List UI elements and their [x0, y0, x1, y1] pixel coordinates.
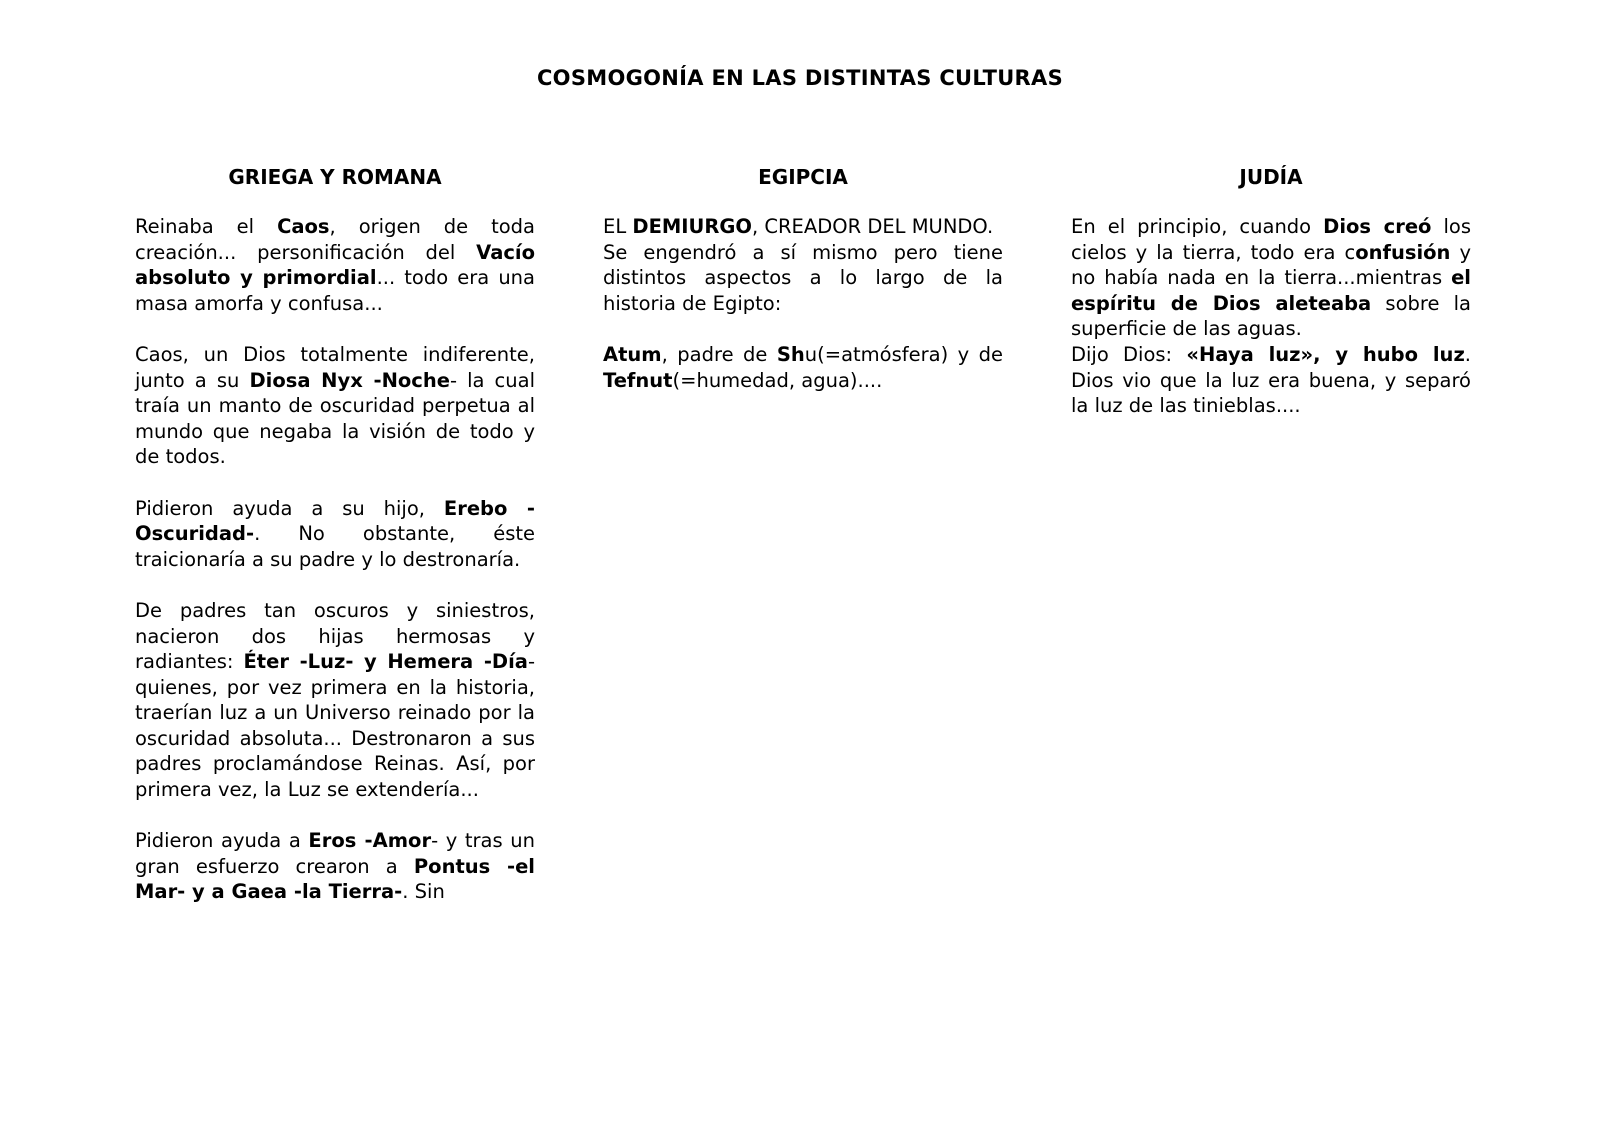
column-heading: JUDÍA [1239, 165, 1303, 189]
bold-text: onfusión [1355, 240, 1451, 264]
column-egipcia [603, 160, 1003, 393]
text-run: (=humedad, agua).... [672, 368, 883, 392]
bold-text: Eros -Amor [308, 829, 432, 853]
bold-text: Sh [776, 342, 805, 366]
page-title: COSMOGONÍA EN LAS DISTINTAS CULTURAS [536, 66, 1064, 90]
bold-text: Caos [277, 215, 330, 238]
text-run: - la cual traía un manto de oscuridad perpetua al mundo que negaba la visión de todo y de todos. [135, 368, 536, 469]
column-judia [1071, 160, 1471, 419]
text-run: ... todo era una masa amorfa y confusa... [135, 266, 535, 315]
bold-text: Erebo -Oscuridad- [135, 496, 535, 546]
text-run: , padre de [661, 342, 777, 366]
text-run: y no había nada en la tierra...mientras [1071, 240, 1471, 290]
paragraph [603, 240, 1003, 317]
bold-text: «Haya luz», y hubo luz [1186, 342, 1465, 366]
column-body [135, 214, 535, 905]
text-run: - quienes, por vez primera en la historia, traerían luz a un Universo reinado por la oscuridad absoluta... Destronaron a sus padres proclamándose Reinas. Así, por primera vez, la Luz se extendería... [135, 650, 535, 802]
text-run: En el principio, cuando [1071, 215, 1324, 238]
paragraph [135, 598, 535, 803]
column-heading: EGIPCIA [758, 165, 848, 189]
text-run: EL [603, 215, 633, 238]
bold-text: Tefnut [603, 368, 673, 392]
text-run: , CREADOR DEL MUNDO. [752, 215, 994, 238]
paragraph [135, 828, 535, 905]
bold-text: el espíritu de Dios aleteaba [1071, 266, 1471, 315]
text-run: Caos, un Dios totalmente indiferente, junto a su [135, 342, 535, 392]
paragraph [1071, 214, 1471, 342]
paragraph [135, 342, 535, 470]
bold-text: Atum [603, 342, 662, 366]
bold-text: DEMIURGO [632, 215, 752, 238]
text-run: Se engendró a sí mismo pero tiene distintos aspectos a lo largo de la historia de Egipto: [603, 240, 1003, 315]
text-run: . No obstante, éste traicionaría a su padre y lo destronaría. [135, 522, 535, 571]
text-run: Dijo Dios: [1071, 342, 1187, 366]
bold-text: Dios creó [1323, 215, 1432, 238]
text-run: , origen de toda creación... personificación del [135, 215, 535, 264]
text-run: . Sin [402, 880, 445, 904]
column-body [603, 214, 1003, 393]
text-run: De padres tan oscuros y siniestros, nacieron dos hijas hermosas y radiantes: [135, 598, 535, 674]
paragraph [135, 214, 535, 316]
text-run: los cielos y la tierra, todo era c [1071, 215, 1471, 264]
text-run: u(=atmósfera) y de [804, 342, 1003, 366]
bold-text: Pontus -el Mar- y a Gaea -la Tierra- [135, 854, 535, 904]
text-run: . Dios vio que la luz era buena, y separó la luz de las tinieblas.... [1071, 342, 1471, 418]
text-run: Reinaba el [135, 215, 278, 238]
bold-text: Diosa Nyx -Noche [249, 368, 450, 392]
text-run: - y tras un gran esfuerzo crearon a [135, 829, 535, 878]
text-run: sobre la superficie de las aguas. [1071, 291, 1472, 341]
paragraph [135, 496, 535, 573]
bold-text: Éter -Luz- y Hemera -Día [243, 650, 528, 674]
text-run: Pidieron ayuda a [135, 829, 309, 853]
paragraph [1071, 342, 1471, 419]
bold-text: Vacío absoluto y primordial [135, 240, 535, 290]
column-heading: GRIEGA Y ROMANA [228, 165, 442, 189]
column-griega-romana [135, 160, 535, 905]
column-body [1071, 214, 1471, 419]
paragraph [603, 214, 1003, 240]
text-run: Pidieron ayuda a su hijo, [135, 496, 444, 520]
paragraph [603, 342, 1003, 393]
